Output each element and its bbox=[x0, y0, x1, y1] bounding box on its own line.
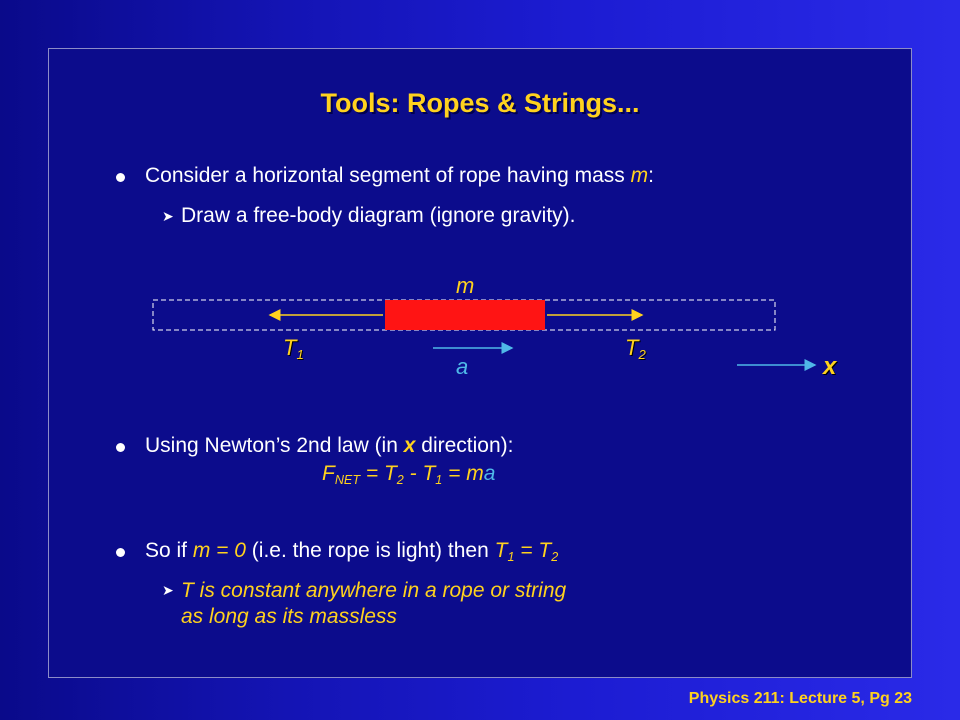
equation-acceleration: a bbox=[483, 462, 496, 485]
massless-condition: m = 0 bbox=[192, 539, 246, 562]
bullet-2 bbox=[145, 434, 513, 458]
tension-equality: $T_1 = T_2$ bbox=[494, 539, 559, 564]
bullet-2-tail: direction): bbox=[415, 434, 514, 457]
sub-bullet-3: T is constant anywhere in a rope or string as long as its massless bbox=[181, 579, 567, 628]
x-symbol: x bbox=[403, 434, 416, 457]
bullet-3: So if m = 0 (i.e. the rope is light) then $T_1 = T_2$ bbox=[145, 539, 559, 564]
bullet-2-text: Using Newton’s 2nd law (in bbox=[145, 434, 404, 457]
sub-bullet-arrow-3: ➤ bbox=[162, 582, 174, 598]
sub-bullet-arrow-1: ➤ bbox=[162, 208, 174, 224]
slide-title: Tools: Ropes & Strings... bbox=[320, 88, 640, 118]
mass-symbol: m bbox=[630, 164, 649, 187]
sub-bullet-1: Draw a free-body diagram (ignore gravity). bbox=[181, 204, 576, 227]
bullet-dot-1 bbox=[116, 173, 125, 182]
x-axis-label: x bbox=[823, 353, 837, 380]
acceleration-label: a bbox=[456, 354, 469, 379]
bullet-1-text: Consider a horizontal segment of rope having mass bbox=[145, 164, 631, 187]
bullet-1-colon: : bbox=[648, 164, 654, 187]
bullet-1 bbox=[145, 164, 654, 188]
t2-label: $T_2$ bbox=[625, 335, 646, 362]
diagram-mass-label: m bbox=[456, 273, 475, 298]
bullet-dot-3 bbox=[116, 548, 125, 557]
bullet-dot-2 bbox=[116, 443, 125, 452]
t1-label: $T_1$ bbox=[283, 335, 304, 362]
newton-equation: $F_{NET} = T_2 - T_1$ = ma bbox=[322, 462, 496, 487]
footer: Physics 211: Lecture 5, Pg 23 bbox=[688, 690, 912, 707]
